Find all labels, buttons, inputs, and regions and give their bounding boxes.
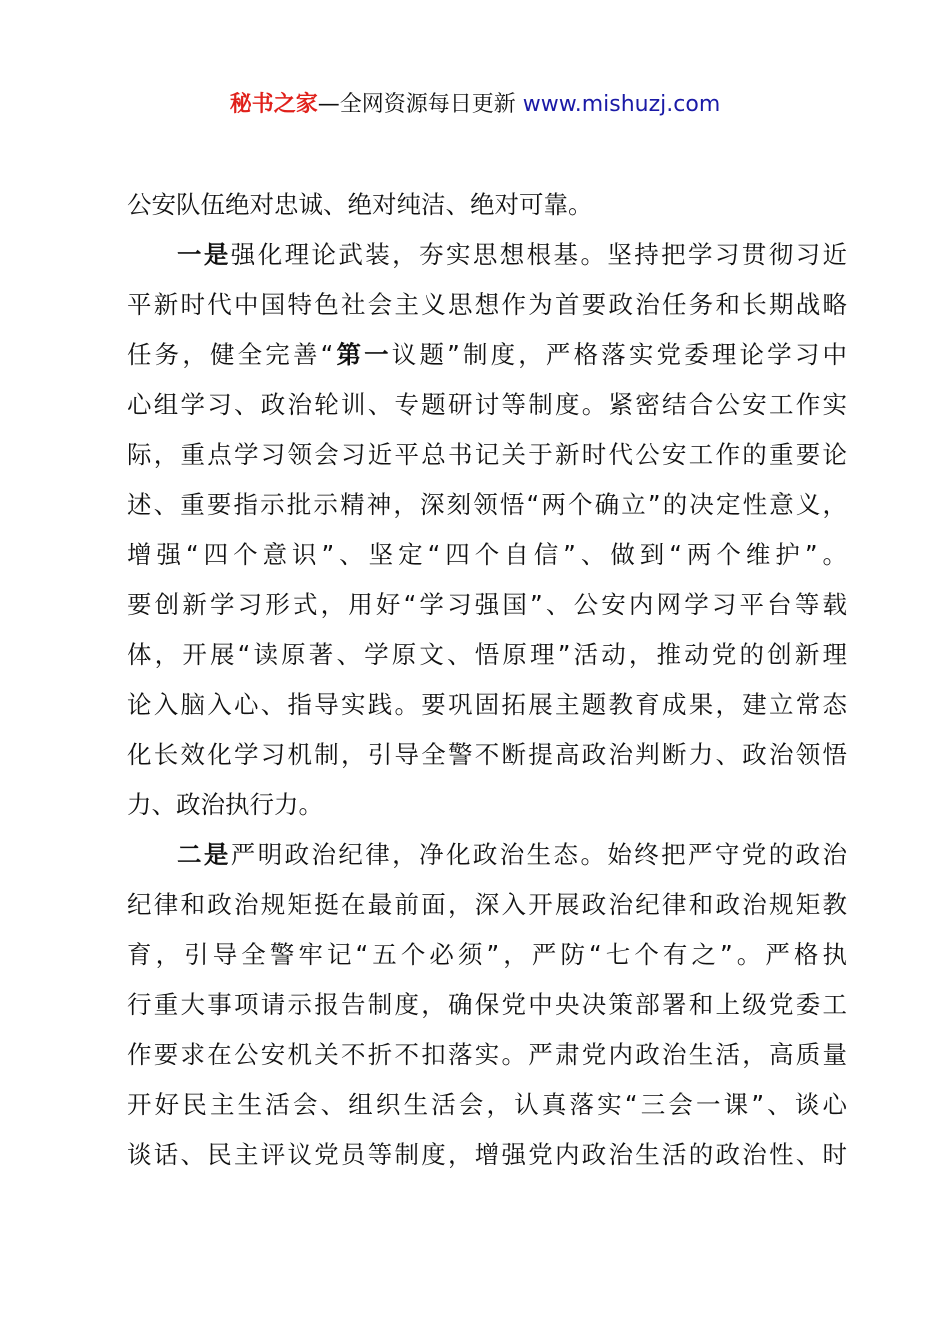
text-line: 平新时代中国特色社会主义思想作为首要政治任务和长期战略 (127, 290, 847, 319)
text-line: 述、重要指示批示精神，深刻领悟“两个确立”的决定性意义， (127, 490, 847, 519)
text-line: 要创新学习形式，用好“学习强国”、公安内网学习平台等载 (127, 590, 847, 619)
brand-name: 秘书之家 (229, 92, 318, 117)
text-line: 体，开展“读原著、学原文、悟原理”活动，推动党的创新理 (127, 640, 847, 669)
text-line: 化长效化学习机制，引导全警不断提高政治判断力、政治领悟 (127, 740, 847, 769)
text-line: 力、政治执行力。 (127, 790, 323, 819)
text-line: 育，引导全警牢记“五个必须”，严防“七个有之”。严格执 (127, 940, 847, 969)
website-link[interactable]: www.mishuzj.com (522, 92, 721, 117)
paragraph-first-line: 二是严明政治纪律，净化政治生态。始终把严守党的政治 (177, 840, 848, 869)
text-line: 行重大事项请示报告制度，确保党中央决策部署和上级党委工 (127, 990, 847, 1019)
text-line: 开好民主生活会、组织生活会，认真落实“三会一课”、谈心 (127, 1090, 847, 1119)
text-line: 增强“四个意识”、坚定“四个自信”、做到“两个维护”。 (127, 540, 847, 569)
header-tagline: —全网资源每日更新 (317, 92, 523, 117)
bold-term: 第一 (333, 340, 392, 369)
text-line: 任务，健全完善“第一议题”制度，严格落实党委理论学习中 (127, 340, 847, 369)
paragraph-first-line: 一是强化理论武装，夯实思想根基。坚持把学习贯彻习近 (177, 240, 848, 269)
document-body (127, 180, 847, 1180)
text-line: 纪律和政治规矩挺在最前面，深入开展政治纪律和政治规矩教 (127, 890, 847, 919)
page-header (0, 88, 950, 122)
text-line: 论入脑入心、指导实践。要巩固拓展主题教育成果，建立常态 (127, 690, 847, 719)
paragraph-lead: 一是 (177, 240, 231, 269)
text-line: 谈话、民主评议党员等制度，增强党内政治生活的政治性、时 (127, 1140, 847, 1169)
text-line: 心组学习、政治轮训、专题研讨等制度。紧密结合公安工作实 (127, 390, 847, 419)
text-line: 公安队伍绝对忠诚、绝对纯洁、绝对可靠。 (127, 190, 593, 219)
text-line: 际，重点学习领会习近平总书记关于新时代公安工作的重要论 (127, 440, 847, 469)
paragraph-lead: 二是 (177, 840, 231, 869)
text-line: 作要求在公安机关不折不扣落实。严肃党内政治生活，高质量 (127, 1040, 847, 1069)
